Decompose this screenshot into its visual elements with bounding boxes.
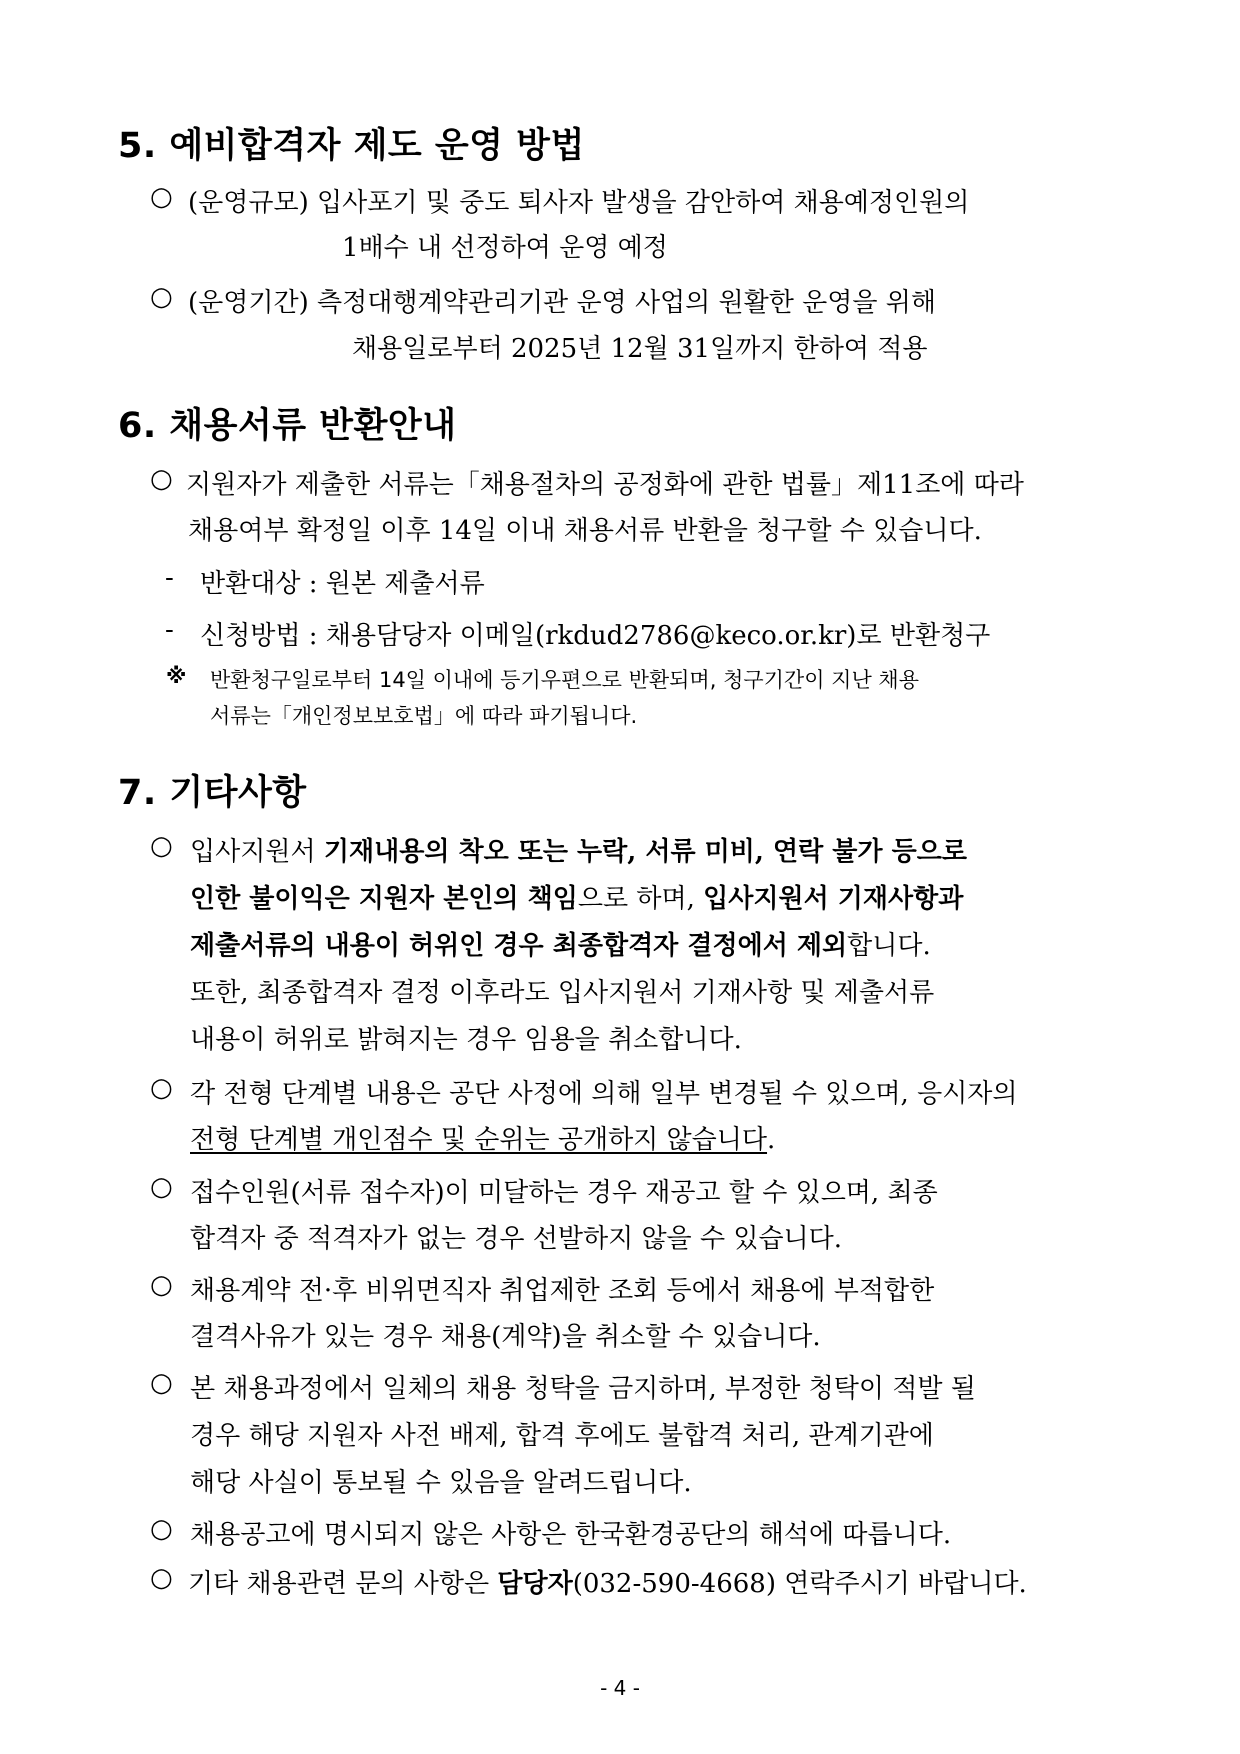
page-number: - 4 - — [600, 1676, 640, 1700]
s7-item2-line1: 각 전형 단계별 내용은 공단 사정에 의해 일부 변경될 수 있으며, 응시자의 — [190, 1079, 1018, 1109]
s5-item1-line2: 1배수 내 선정하여 운영 예정 — [342, 233, 668, 263]
bullet-circle: ○ — [150, 1270, 173, 1300]
section-7-title: 7. 기타사항 — [118, 773, 307, 813]
s7-item1-line3: 제출서류의 내용이 허위인 경우 최종합격자 결정에서 제외합니다. — [190, 931, 931, 961]
bullet-circle: ○ — [150, 1514, 173, 1544]
s6-note-line2: 서류는「개인정보보호법」에 따라 파기됩니다. — [210, 704, 638, 728]
s7-item5-line1: 본 채용과정에서 일체의 채용 청탁을 금지하며, 부정한 청탁이 적발 될 — [190, 1374, 976, 1404]
s7-item5-line3: 해당 사실이 통보될 수 있음을 알려드립니다. — [190, 1468, 692, 1498]
bullet-circle: ○ — [150, 1368, 173, 1398]
section-5-title: 5. 예비합격자 제도 운영 방법 — [118, 126, 585, 166]
s5-item1-line1: (운영규모) 입사포기 및 중도 퇴사자 발생을 감안하여 채용예정인원의 — [188, 188, 970, 218]
bullet-circle: ○ — [150, 1073, 173, 1103]
note-mark: ※ — [166, 664, 187, 688]
s7-item2-line2: 전형 단계별 개인점수 및 순위는 공개하지 않습니다. — [190, 1125, 776, 1155]
bullet-circle: ○ — [150, 831, 173, 861]
bullet-circle: ○ — [150, 1563, 173, 1593]
s7-item3-line1: 접수인원(서류 접수자)이 미달하는 경우 재공고 할 수 있으며, 최종 — [190, 1178, 938, 1208]
s5-item2-line2: 채용일로부터 2025년 12월 31일까지 한하여 적용 — [352, 334, 928, 364]
s5-item2-line1: (운영기간) 측정대행계약관리기관 운영 사업의 원활한 운영을 위해 — [188, 288, 937, 318]
s7-item1-line5: 내용이 허위로 밝혀지는 경우 임용을 취소합니다. — [190, 1025, 742, 1055]
s6-item1-line2: 채용여부 확정일 이후 14일 이내 채용서류 반환을 청구할 수 있습니다. — [188, 516, 982, 546]
s6-dash2: 신청방법 : 채용담당자 이메일(rkdud2786@keco.or.kr)로 반환청구 — [200, 621, 991, 651]
s7-item4-line1: 채용계약 전·후 비위면직자 취업제한 조회 등에서 채용에 부적합한 — [190, 1276, 935, 1306]
bullet-circle: ○ — [150, 464, 173, 494]
dash-marker: - — [165, 615, 174, 645]
s6-note-line1: 반환청구일로부터 14일 이내에 등기우편으로 반환되며, 청구기간이 지난 채용 — [210, 668, 919, 692]
s7-item1-line4: 또한, 최종합격자 결정 이후라도 입사지원서 기재사항 및 제출서류 — [190, 978, 935, 1008]
s6-dash1: 반환대상 : 원본 제출서류 — [200, 569, 485, 599]
s7-item4-line2: 결격사유가 있는 경우 채용(계약)을 취소할 수 있습니다. — [190, 1322, 821, 1352]
dash-marker: - — [165, 563, 174, 593]
s7-item6: 채용공고에 명시되지 않은 사항은 한국환경공단의 해석에 따릅니다. — [190, 1520, 952, 1550]
bullet-circle: ○ — [150, 282, 173, 312]
section-6-title: 6. 채용서류 반환안내 — [118, 406, 457, 446]
s7-item3-line2: 합격자 중 적격자가 없는 경우 선발하지 않을 수 있습니다. — [190, 1224, 843, 1254]
bullet-circle: ○ — [150, 1172, 173, 1202]
s7-item1-line2: 인한 불이익은 지원자 본인의 책임으로 하며, 입사지원서 기재사항과 — [190, 884, 964, 914]
s6-item1-line1: 지원자가 제출한 서류는「채용절차의 공정화에 관한 법률」제11조에 따라 — [186, 470, 1024, 500]
s7-item1-line1: 입사지원서 기재내용의 착오 또는 누락, 서류 미비, 연락 불가 등으로 — [190, 837, 967, 867]
s7-item7: 기타 채용관련 문의 사항은 담당자(032-590-4668) 연락주시기 바랍니다. — [188, 1569, 1027, 1599]
s7-item5-line2: 경우 해당 지원자 사전 배제, 합격 후에도 불합격 처리, 관계기관에 — [190, 1421, 934, 1451]
bullet-circle: ○ — [150, 182, 173, 212]
